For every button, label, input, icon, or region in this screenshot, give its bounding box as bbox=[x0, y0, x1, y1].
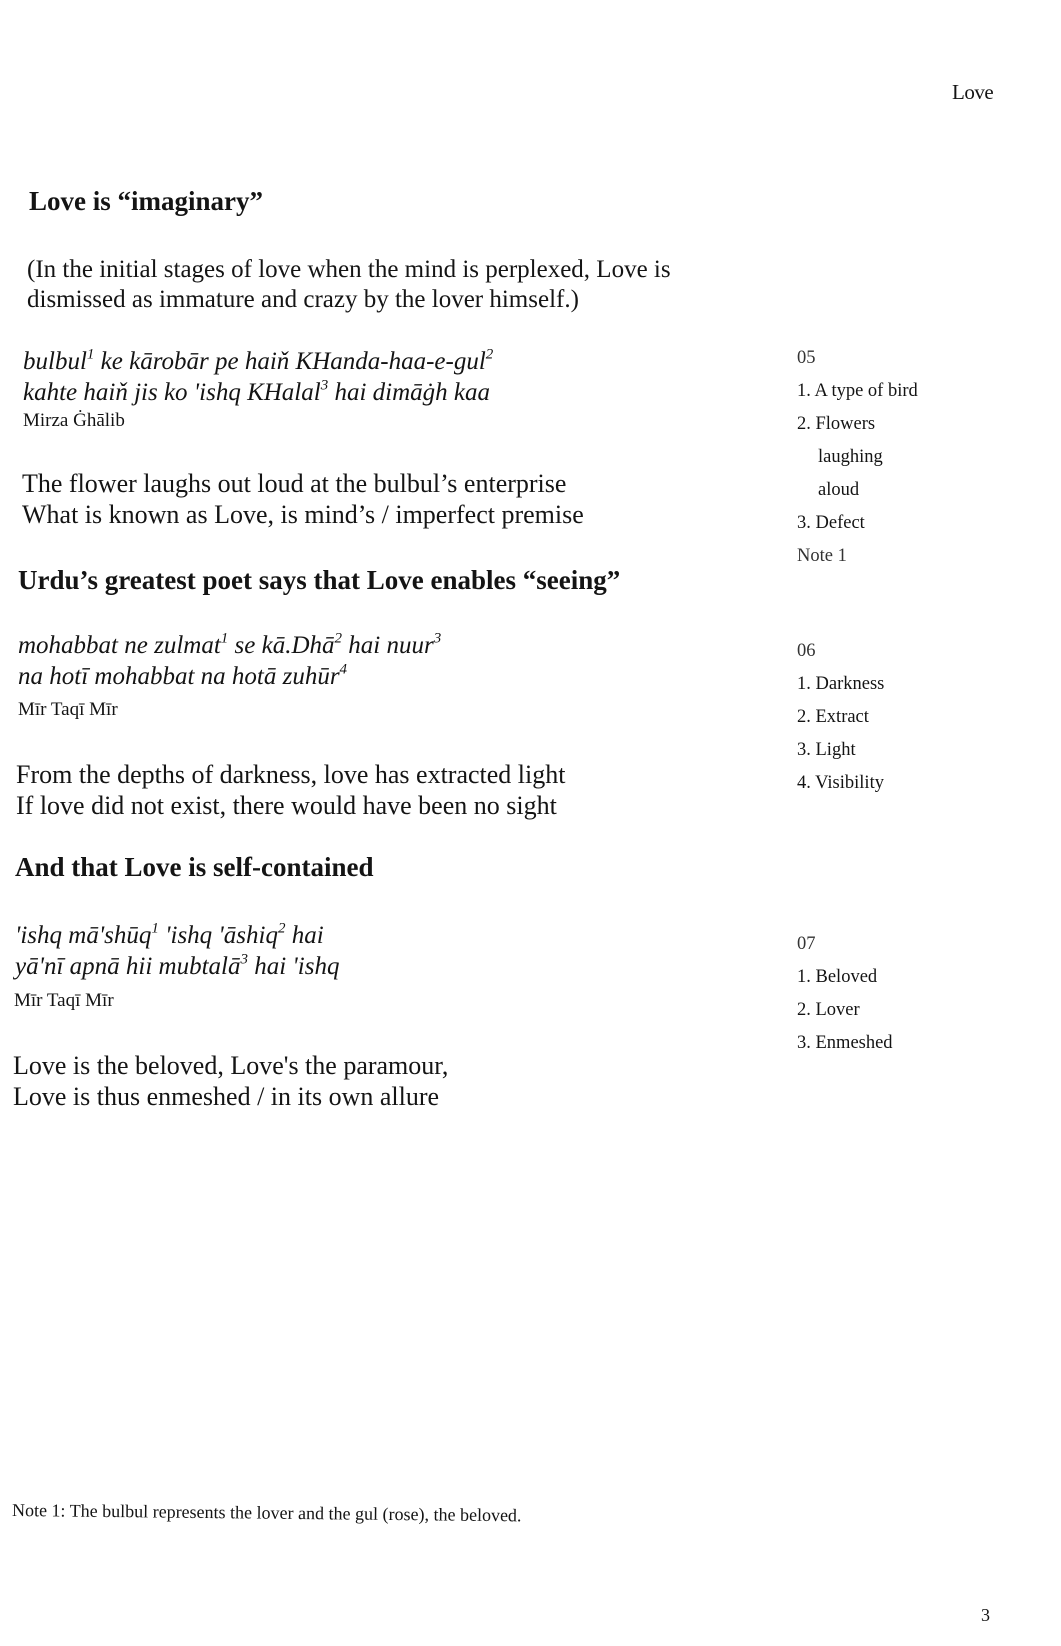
section-intro bbox=[27, 255, 671, 315]
intro-line: dismissed as immature and crazy by the lover himself.) bbox=[27, 286, 579, 313]
page-number: 3 bbox=[981, 1605, 990, 1625]
gloss-item: 2. Lover bbox=[797, 1000, 860, 1020]
translation-line: If love did not exist, there would have been no sight bbox=[16, 791, 557, 820]
gloss-item: 4. Visibility bbox=[797, 773, 884, 793]
margin-gloss bbox=[797, 928, 893, 1060]
gloss-item: 2. Flowers bbox=[797, 414, 876, 434]
translation-line: What is known as Love, is mind’s / imperfect premise bbox=[22, 500, 584, 529]
urdu-verse bbox=[15, 920, 339, 982]
translation-line: The flower laughs out loud at the bulbul’s enterprise bbox=[22, 469, 567, 498]
urdu-verse bbox=[18, 630, 441, 692]
gloss-number: 07 bbox=[797, 934, 816, 954]
gloss-item: laughing bbox=[818, 447, 883, 467]
gloss-number: 06 bbox=[797, 641, 816, 661]
gloss-item: 1. Darkness bbox=[797, 674, 885, 694]
verse-line: mohabbat ne zulmat$^1$ se kā.Dhā$^2$ hai nuur$^3$ bbox=[18, 630, 442, 659]
poet-name: Mirza Ġhālib bbox=[23, 410, 125, 431]
poet-name: Mīr Taqī Mīr bbox=[14, 990, 114, 1011]
gloss-item: 3. Light bbox=[797, 740, 856, 760]
section-heading: Love is “imaginary” bbox=[29, 186, 263, 216]
footnote: Note 1: The bulbul represents the lover and the gul (rose), the beloved. bbox=[11, 1500, 522, 1526]
gloss-number: 05 bbox=[797, 348, 816, 368]
section-heading: Urdu’s greatest poet says that Love enables “seeing” bbox=[18, 565, 621, 595]
note-reference: Note 1 bbox=[797, 546, 847, 566]
gloss-item: 3. Defect bbox=[797, 513, 865, 533]
gloss-item: 3. Enmeshed bbox=[797, 1033, 893, 1053]
poet-name: Mīr Taqī Mīr bbox=[18, 699, 118, 720]
margin-gloss bbox=[797, 635, 884, 800]
gloss-item: 1. A type of bird bbox=[797, 381, 918, 401]
intro-line: (In the initial stages of love when the mind is perplexed, Love is bbox=[27, 256, 671, 283]
gloss-item: aloud bbox=[818, 480, 860, 500]
margin-gloss bbox=[797, 342, 918, 573]
translation bbox=[16, 759, 565, 821]
gloss-item: 1. Beloved bbox=[797, 967, 878, 987]
translation-line: Love is thus enmeshed / in its own allure bbox=[13, 1082, 440, 1111]
translation bbox=[22, 468, 584, 530]
gloss-item: 2. Extract bbox=[797, 707, 869, 727]
verse-line: bulbul$^1$ ke kārobār pe haiň KHanda-haa-e-gul$^2$ bbox=[23, 346, 494, 375]
running-head: Love bbox=[952, 80, 994, 104]
translation bbox=[13, 1050, 448, 1112]
section-heading: And that Love is self-contained bbox=[15, 852, 374, 882]
urdu-verse bbox=[23, 346, 493, 408]
verse-line: yā'nī apnā hii mubtalā$^3$ hai 'ishq bbox=[15, 951, 340, 980]
verse-line: 'ishq mā'shūq$^1$ 'ishq 'āshiq$^2$ hai bbox=[15, 920, 324, 949]
verse-line: na hotī mohabbat na hotā zuhūr$^4$ bbox=[18, 661, 348, 690]
translation-line: Love is the beloved, Love's the paramour, bbox=[13, 1051, 449, 1080]
verse-line: kahte haiň jis ko 'ishq KHalal$^3$ hai dimāġh kaa bbox=[23, 377, 490, 406]
translation-line: From the depths of darkness, love has extracted light bbox=[16, 760, 566, 789]
